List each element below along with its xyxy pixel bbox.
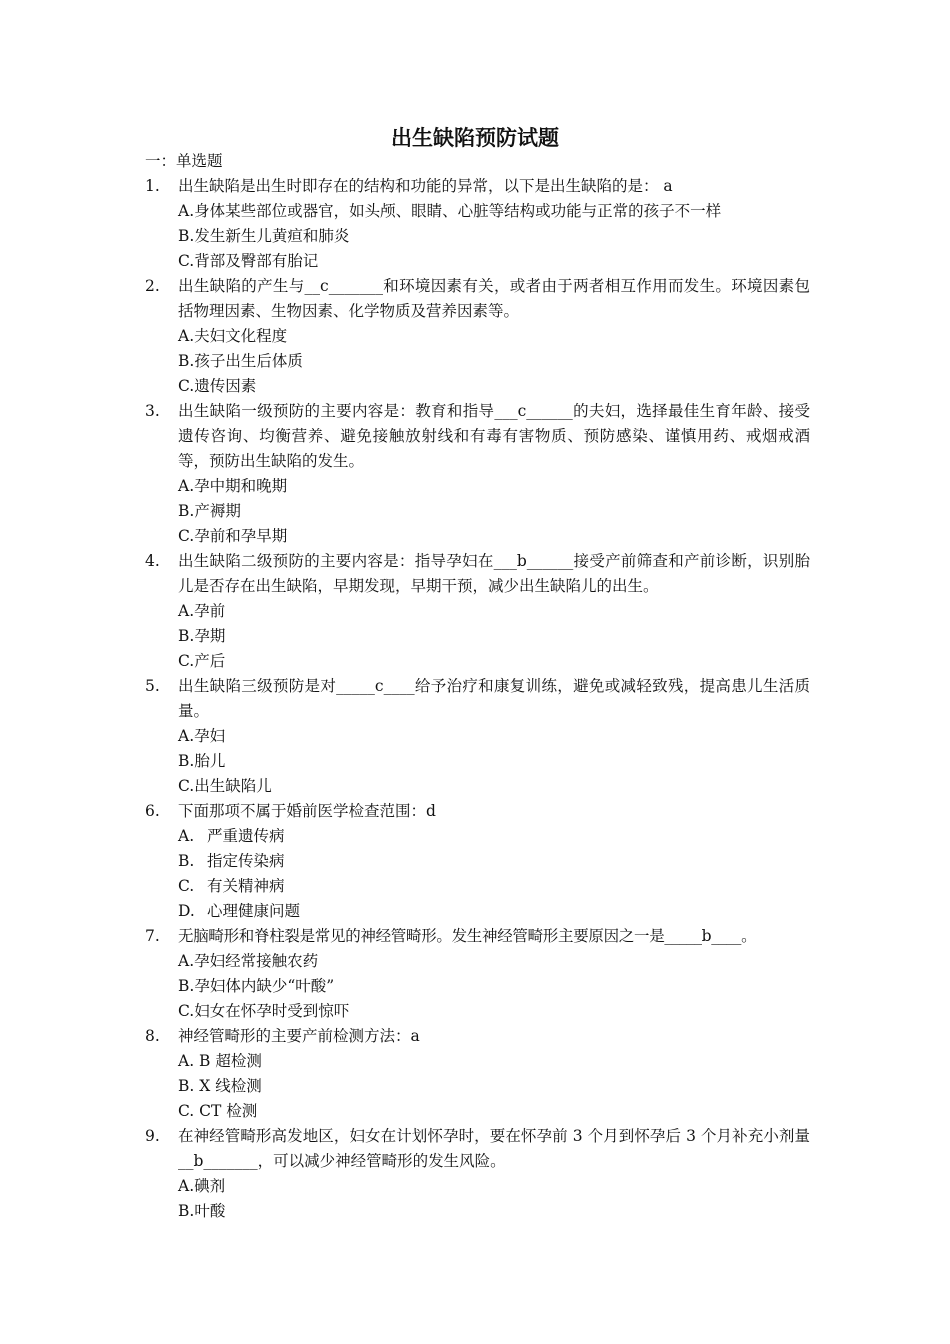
question-stem: 出生缺陷三级预防是对_____c____给予治疗和康复训练，避免或减轻致残，提高患儿生活质量。: [178, 677, 810, 720]
question-9: [145, 1124, 810, 1224]
option-c: C.孕前和孕早期: [178, 527, 288, 545]
option-letter: B.: [178, 852, 195, 870]
question-3: [145, 399, 810, 549]
question-stem: 在神经管畸形高发地区，妇女在计划怀孕时，要在怀孕前 3 个月到怀孕后 3 个月补充小剂量__b_______，可以减少神经管畸形的发生风险。: [178, 1127, 810, 1170]
option-b: B.孕妇体内缺少“叶酸”: [178, 977, 335, 995]
option-a: A.身体某些部位或器官，如头颅、眼睛、心脏等结构或功能与正常的孩子不一样: [178, 202, 722, 220]
option-letter: D.: [178, 902, 195, 920]
option-text: 严重遗传病: [207, 827, 285, 845]
option-a: A. B 超检测: [178, 1052, 262, 1070]
option-b: B.发生新生儿黄疸和肺炎: [178, 227, 350, 245]
option-text: 指定传染病: [207, 852, 285, 870]
option-letter: C.: [178, 877, 195, 895]
option-a: A.孕妇经常接触农药: [178, 952, 319, 970]
question-stem: 出生缺陷二级预防的主要内容是：指导孕妇在___b______接受产前筛查和产前诊断，识别胎儿是否存在出生缺陷，早期发现，早期干预，减少出生缺陷儿的出生。: [178, 552, 810, 595]
document-title: 出生缺陷预防试题: [391, 126, 559, 150]
option-b: B.产褥期: [178, 502, 241, 520]
question-8: [145, 1024, 810, 1124]
option-c: [178, 874, 810, 899]
option-b: B.叶酸: [178, 1202, 226, 1220]
option-a: A.孕中期和晚期: [178, 477, 288, 495]
document-body: [145, 149, 810, 1224]
option-d: [178, 899, 810, 924]
option-a: A.碘剂: [178, 1177, 226, 1195]
option-a: A.孕妇: [178, 727, 226, 745]
option-c: C.遗传因素: [178, 377, 257, 395]
option-b: B.孕期: [178, 627, 226, 645]
question-5: [145, 674, 810, 799]
question-number: 9.: [145, 1127, 160, 1145]
question-2: [145, 274, 810, 399]
question-stem: 无脑畸形和脊柱裂是常见的神经管畸形。发生神经管畸形主要原因之一是_____b____。: [178, 927, 757, 945]
question-4: [145, 549, 810, 674]
question-1: [145, 174, 810, 274]
option-a: [178, 824, 810, 849]
option-b: B.孩子出生后体质: [178, 352, 303, 370]
question-number: 5.: [145, 677, 160, 695]
question-number: 7.: [145, 927, 160, 945]
question-number: 4.: [145, 552, 160, 570]
question-number: 2.: [145, 277, 160, 295]
question-number: 8.: [145, 1027, 160, 1045]
option-c: C. CT 检测: [178, 1102, 258, 1120]
question-stem: 出生缺陷一级预防的主要内容是：教育和指导___c______的夫妇，选择最佳生育年龄、接受遗传咨询、均衡营养、避免接触放射线和有毒有害物质、预防感染、谨慎用药、戒烟戒酒等，预防出生缺陷的发生。: [178, 402, 810, 470]
option-c: C.背部及臀部有胎记: [178, 252, 319, 270]
option-b: B.胎儿: [178, 752, 226, 770]
option-b: [178, 849, 810, 874]
question-number: 3.: [145, 402, 160, 420]
option-a: A.孕前: [178, 602, 226, 620]
option-c: C.出生缺陷儿: [178, 777, 272, 795]
question-stem: 出生缺陷是出生时即存在的结构和功能的异常，以下是出生缺陷的是： a: [178, 177, 673, 195]
option-c: C.产后: [178, 652, 226, 670]
option-text: 有关精神病: [207, 877, 285, 895]
question-7: [145, 924, 810, 1024]
question-number: 1.: [145, 177, 160, 195]
question-stem: 神经管畸形的主要产前检测方法：a: [178, 1027, 420, 1045]
option-b: B. X 线检测: [178, 1077, 262, 1095]
option-c: C.妇女在怀孕时受到惊吓: [178, 1002, 350, 1020]
option-a: A.夫妇文化程度: [178, 327, 288, 345]
question-stem: 出生缺陷的产生与__c_______和环境因素有关，或者由于两者相互作用而发生。环境因素包括物理因素、生物因素、化学物质及营养因素等。: [178, 277, 810, 320]
question-stem: 下面那项不属于婚前医学检查范围：d: [178, 802, 436, 820]
question-number: 6.: [145, 802, 160, 820]
section-heading: 一：单选题: [145, 152, 223, 170]
option-letter: A.: [178, 827, 195, 845]
question-6: [145, 799, 810, 924]
option-text: 心理健康问题: [207, 902, 301, 920]
